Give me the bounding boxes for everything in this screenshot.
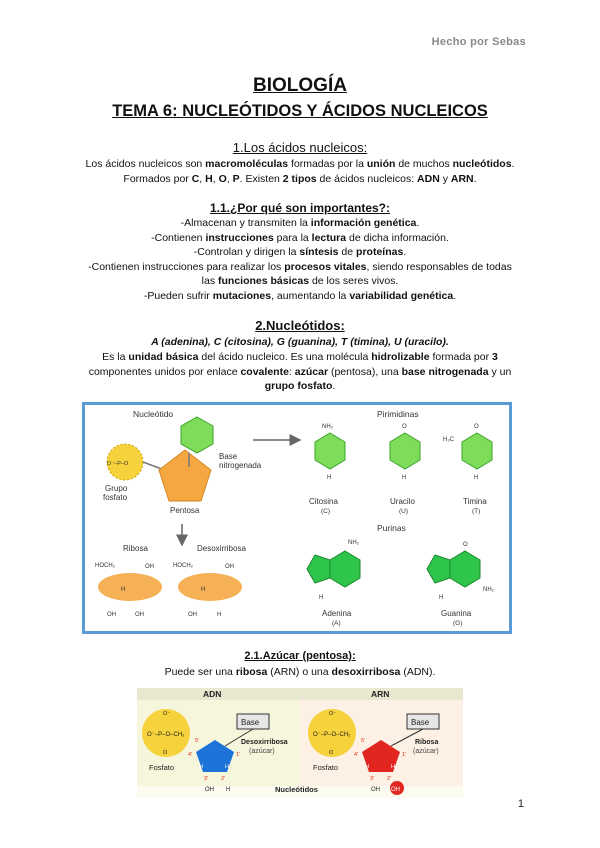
arn-sugar-label: Ribosa: [415, 739, 439, 746]
pentose-ring-shape: [159, 450, 211, 501]
svg-text:O: O: [402, 424, 407, 430]
svg-text:OH: OH: [371, 787, 380, 793]
nucleotide-line-2: componentes unidos por enlace covalente: azúcar (pentosa), una base nitrogenada y un: [88, 365, 512, 378]
section-2-1-body: [0, 665, 600, 680]
svg-text:4': 4': [354, 752, 359, 758]
nucleotide-line-1: Es la unidad básica del ácido nucleico. Es una molécula hidrolizable formada por 3: [102, 351, 498, 363]
section-2-heading: 2.Nucleótidos:: [255, 318, 345, 333]
svg-text:OH: OH: [205, 787, 214, 793]
svg-text:OH: OH: [135, 612, 144, 618]
ribose-label: Ribosa: [123, 544, 148, 553]
svg-text:O⁻: O⁻: [329, 711, 337, 717]
svg-text:OH: OH: [145, 564, 154, 570]
svg-text:(G): (G): [453, 620, 463, 627]
author-note: Hecho por Sebas: [431, 36, 526, 48]
svg-text:4': 4': [188, 752, 193, 758]
adn-phosphate-label: Fosfato: [149, 763, 175, 772]
importance-line-3: -Controlan y dirigen la síntesis de proteínas.: [193, 246, 407, 259]
adn-sugar-label: Desoxirribosa: [241, 739, 288, 746]
nucleotide-diagram: [85, 405, 509, 631]
svg-text:O⁻: O⁻: [163, 711, 171, 717]
dna-rna-figure: [137, 688, 463, 798]
svg-text:(T): (T): [472, 508, 481, 515]
section-1-heading: 1.Los ácidos nucleicos:: [232, 140, 368, 155]
svg-text:H: H: [327, 475, 332, 481]
svg-text:O: O: [163, 750, 168, 756]
svg-text:2': 2': [387, 776, 392, 782]
importance-line-6: -Pueden sufrir mutaciones, aumentando la variabilidad genética.: [143, 289, 457, 302]
dna-rna-diagram: [137, 688, 463, 798]
svg-text:H: H: [365, 764, 369, 770]
arn-label: ARN: [371, 689, 390, 699]
svg-text:OH: OH: [391, 787, 400, 793]
svg-text:O⁻–P–O–CH₂: O⁻–P–O–CH₂: [313, 732, 351, 738]
svg-text:O: O: [329, 750, 334, 756]
svg-text:5': 5': [195, 738, 200, 744]
importance-line-5: las funciones básicas de los seres vivos.: [201, 275, 399, 288]
section-2-body: [0, 335, 600, 394]
svg-text:H: H: [319, 595, 324, 601]
section-1-1-body: [0, 216, 600, 304]
svg-text:(U): (U): [399, 508, 409, 515]
ribose-ring-shape: [98, 573, 162, 601]
svg-text:1': 1': [236, 752, 241, 758]
group-label: Grupo: [105, 484, 128, 493]
svg-text:NH₂: NH₂: [322, 424, 333, 430]
section-2-1: [0, 650, 600, 662]
adn-base-label: Base: [241, 718, 260, 727]
svg-text:H: H: [474, 475, 479, 481]
svg-text:H: H: [225, 764, 229, 770]
page-number: 1: [517, 798, 524, 810]
svg-text:O: O: [474, 424, 479, 430]
svg-text:H: H: [439, 595, 444, 601]
section-2-1-heading: 2.1.Azúcar (pentosa):: [244, 650, 356, 662]
nitrogenous-label: nitrogenada: [219, 461, 262, 470]
svg-text:O⁻–P–O: O⁻–P–O: [107, 461, 129, 467]
svg-text:NH₂: NH₂: [483, 587, 494, 593]
svg-text:5': 5': [361, 738, 366, 744]
page-title: BIOLOGÍA: [253, 75, 347, 96]
adenine-label: Adenina: [322, 609, 352, 618]
page-subtitle: TEMA 6: NUCLEÓTIDOS Y ÁCIDOS NUCLEICOS: [112, 102, 488, 120]
thymine-ring-shape: [462, 433, 492, 469]
svg-text:H: H: [199, 764, 203, 770]
svg-text:O⁻–P–O–CH₂: O⁻–P–O–CH₂: [147, 732, 185, 738]
base-ring-shape: [181, 417, 213, 453]
svg-text:(azúcar): (azúcar): [249, 748, 275, 755]
svg-text:H: H: [217, 612, 222, 618]
importance-line-1: -Almacenan y transmiten la información genética.: [180, 217, 420, 229]
svg-text:(C): (C): [321, 508, 331, 515]
svg-text:H: H: [402, 475, 407, 481]
adenine-ring-b: [307, 555, 330, 583]
svg-text:HOCH₂: HOCH₂: [95, 563, 115, 569]
svg-text:O: O: [463, 542, 468, 548]
phosphate-label: fosfato: [103, 493, 128, 502]
pyrimidines-label: Pirimidinas: [377, 409, 419, 419]
svg-text:(A): (A): [332, 620, 341, 627]
thymine-label: Timina: [463, 497, 487, 506]
guanine-ring-b: [427, 555, 450, 583]
arn-phosphate-label: Fosfato: [313, 763, 339, 772]
uracil-label: Uracilo: [390, 497, 415, 506]
guanine-ring-a: [450, 551, 480, 587]
svg-text:H₃C: H₃C: [443, 437, 455, 443]
adenine-ring-a: [330, 551, 360, 587]
nucleotides-caption: Nucleótidos: [275, 785, 318, 794]
deoxyribose-label: Desoxirribosa: [197, 544, 246, 553]
pentose-label: Pentosa: [170, 506, 200, 515]
svg-text:NH₂: NH₂: [348, 540, 359, 546]
purines-label: Purinas: [377, 523, 406, 533]
cytosine-ring-shape: [315, 433, 345, 469]
svg-text:OH: OH: [107, 612, 116, 618]
uracil-ring-shape: [390, 433, 420, 469]
importance-line-4: -Contienen instrucciones para realizar los procesos vitales, siendo responsables de todas: [88, 260, 512, 273]
svg-text:(azúcar): (azúcar): [413, 748, 439, 755]
section-1-line-2: Formados por C, H, O, P. Existen 2 tipos de ácidos nucleicos: ADN y ARN.: [123, 172, 477, 185]
deoxyribose-ring-shape: [178, 573, 242, 601]
svg-text:2': 2': [221, 776, 226, 782]
adn-label: ADN: [203, 689, 222, 699]
svg-text:HOCH₂: HOCH₂: [173, 563, 193, 569]
svg-text:H: H: [121, 587, 126, 593]
section-1: [0, 140, 600, 155]
svg-text:H: H: [201, 587, 206, 593]
svg-text:H: H: [226, 787, 231, 793]
section-1-line-1: Los ácidos nucleicos son macromoléculas formadas por la unión de muchos nucleótidos.: [85, 158, 515, 170]
svg-text:3': 3': [370, 776, 375, 782]
guanine-label: Guanina: [441, 609, 472, 618]
sugar-line-1: Puede ser una ribosa (ARN) o una desoxirribosa (ADN).: [164, 666, 436, 678]
nucleotide-line-3: grupo fosfato.: [264, 380, 336, 393]
base-label: Base: [219, 452, 238, 461]
svg-text:1': 1': [402, 752, 407, 758]
importance-line-2: -Contienen instrucciones para la lectura de dicha información.: [151, 231, 449, 244]
bases-list: A (adenina), C (citosina), G (guanina), T (timina), U (uracilo).: [151, 336, 449, 348]
svg-text:H: H: [391, 764, 395, 770]
cytosine-label: Citosina: [309, 497, 338, 506]
nucleotide-figure: [82, 402, 512, 634]
section-1-1-heading: 1.1.¿Por qué son importantes?:: [209, 201, 391, 215]
section-1-body: [0, 157, 600, 186]
nucleotide-label: Nucleótido: [133, 409, 174, 419]
section-2: [0, 318, 600, 333]
arn-base-label: Base: [411, 718, 430, 727]
svg-text:OH: OH: [188, 612, 197, 618]
svg-text:3': 3': [204, 776, 209, 782]
svg-text:OH: OH: [225, 564, 234, 570]
section-1-1: [0, 201, 600, 215]
